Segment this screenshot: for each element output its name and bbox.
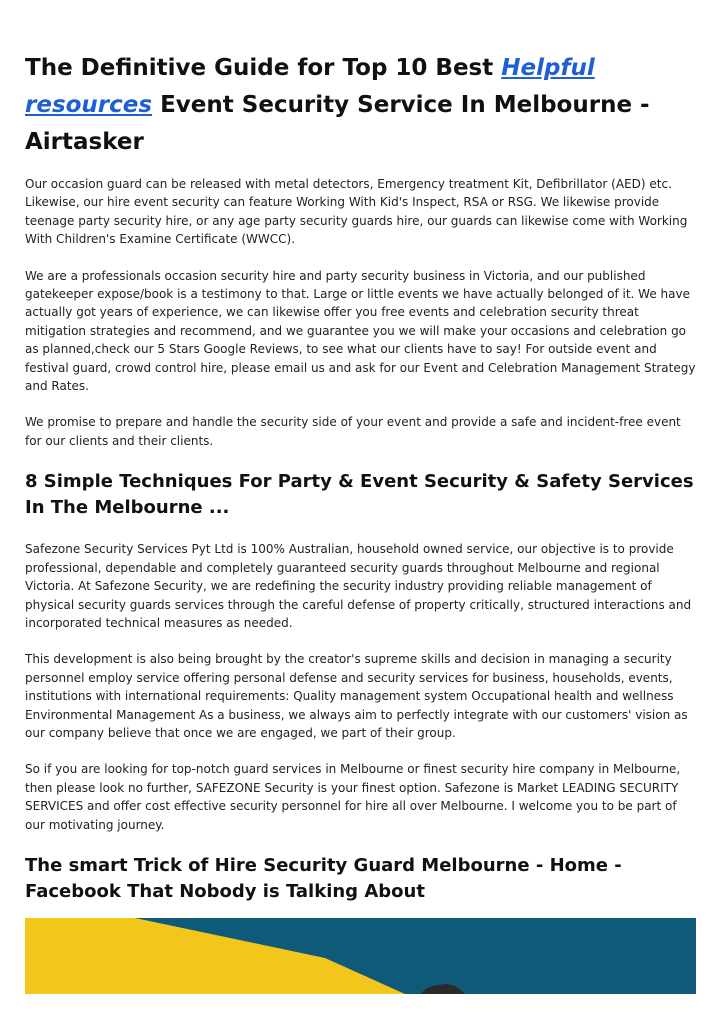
section-heading-techniques: 8 Simple Techniques For Party & Event Security & Safety Services In The Melbourne ... — [25, 471, 694, 519]
page-title — [25, 50, 697, 161]
paragraph-5: This development is also being brought by the creator's supreme skills and decision in managing a security personnel employ service offering personal defense and security services for business, households, events, institutions with international requirements: Quality management system Occupational health and wellness Environmental Management As a business, we always aim to perfectly integrate with our customers' vision as our company believe that once we are engaged, we part of their group. — [25, 652, 688, 740]
paragraph-1: Our occasion guard can be released with metal detectors, Emergency treatment Kit, Defibrillator (AED) etc. Likewise, our hire event security can feature Working With Kid's Inspect, RSA or RSG. We likewise provide teenage party security hire, or any age party security guards hire, our guards can likewise come with Working With Children's Examine Certificate (WWCC). — [25, 177, 688, 247]
article — [25, 50, 697, 905]
paragraph-3: We promise to prepare and handle the security side of your event and provide a safe and incident-free event for our clients and their clients. — [25, 415, 681, 448]
section-heading-smart-trick: The smart Trick of Hire Security Guard Melbourne - Home - Facebook That Nobody is Talking About — [25, 854, 622, 902]
paragraph-6: So if you are looking for top-notch guard services in Melbourne or finest security hire company in Melbourne, then please look no further, SAFEZONE Security is your finest option. Safezone is Market LEADING SECURITY SERVICES and offer cost effective security personnel for hire all over Melbourne. I welcome you to be part of our motivating journey. — [25, 762, 681, 832]
title-text-end: Event Security Service In Melbourne - Airtasker — [25, 92, 650, 155]
title-text-start: The Definitive Guide for Top 10 Best — [25, 55, 502, 81]
banner-graphic — [25, 918, 696, 994]
article-image — [25, 918, 696, 994]
paragraph-4: Safezone Security Services Pyt Ltd is 100% Australian, household owned service, our objective is to provide professional, dependable and completely guaranteed security guards throughout Melbourne and regional Victoria. At Safezone Security, we are redefining the security industry providing reliable management of physical security guards services through the careful defense of property critically, structured interactions and incorporated technical measures as needed. — [25, 542, 692, 630]
helpful-resources-link[interactable]: Helpful resources — [25, 55, 595, 118]
paragraph-2: We are a professionals occasion security hire and party security business in Victoria, and our published gatekeeper expose/book is a testimony to that. Large or little events we have actually belonged of it. We have actually got years of experience, we can likewise offer you free events and celebration security threat mitigation strategies and recommend, and we guarantee you we will make your occasions and celebration go as planned,check our 5 Stars Google Reviews, to see what our clients have to say! For outside event and festival guard, crowd control hire, please email us and ask for our Event and Celebration Management Strategy and Rates. — [25, 268, 696, 394]
